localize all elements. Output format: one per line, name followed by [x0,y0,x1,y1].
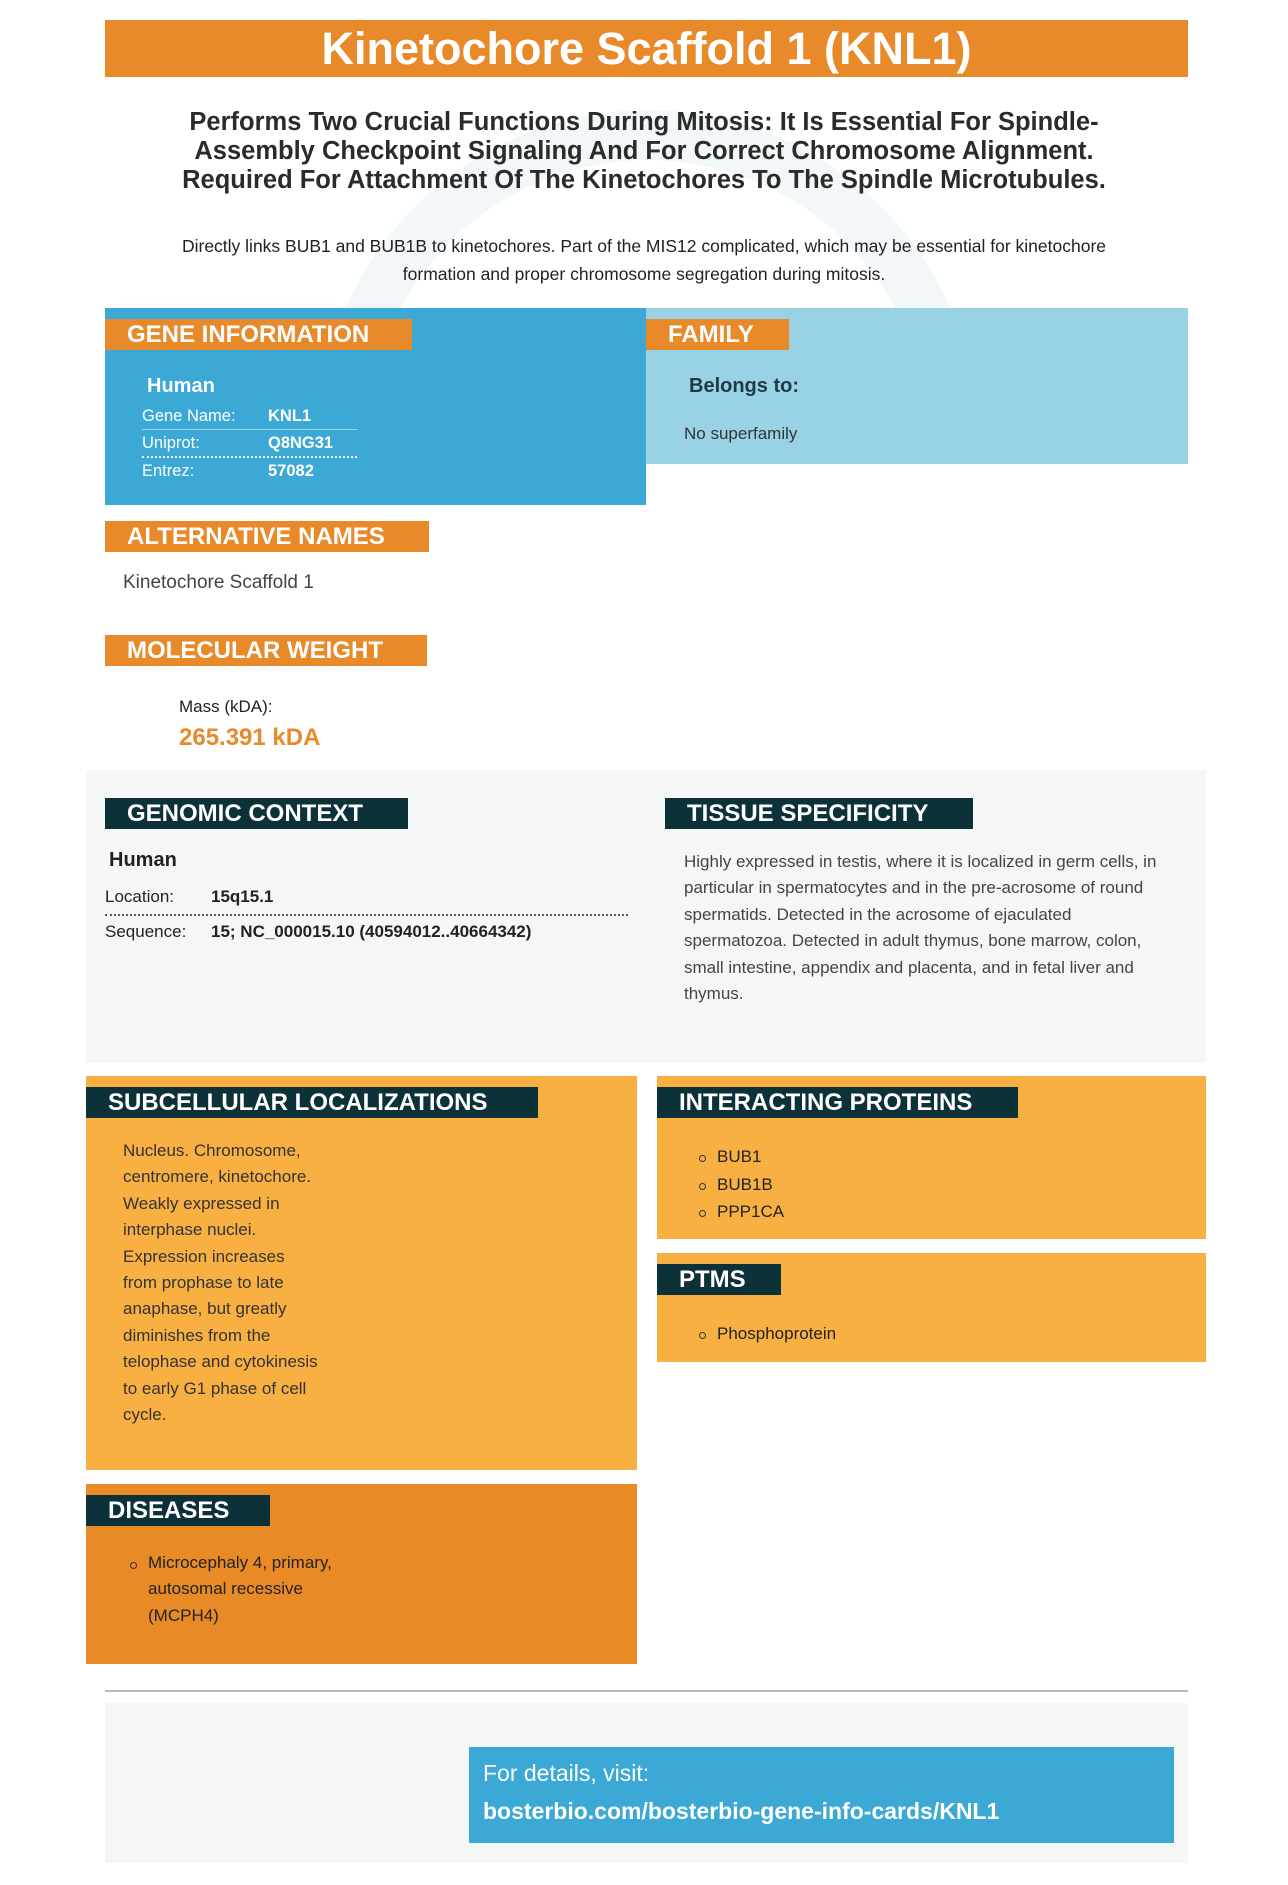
genomic-species: Human [109,849,177,871]
location-label: Location: [105,887,174,906]
uniprot-row [142,430,357,458]
description [140,232,1148,288]
diseases-header: DISEASES [86,1495,270,1526]
ptms-header: PTMS [657,1264,781,1295]
description-line: Directly links BUB1 and BUB1B to kinetochores. Part of the MIS12 complicated, which may be essential for kinetochore [181,236,1107,256]
subcellular-line: Weakly expressed in [123,1193,280,1213]
location-value: 15q15.1 [211,887,274,906]
interacting-proteins-header: INTERACTING PROTEINS [657,1087,1018,1118]
protein-item: BUB1B [697,1171,784,1199]
disease-line: (MCPH4) [148,1605,219,1625]
disease-line: autosomal recessive [148,1579,303,1599]
tissue-specificity-header: TISSUE SPECIFICITY [665,798,973,829]
function-line: Performs Two Crucial Functions During Mitosis: It Is Essential For Spindle- [189,108,1099,136]
details-url-link[interactable]: bosterbio.com/bosterbio-gene-info-cards/KNL1 [483,1798,1000,1824]
subcellular-line: centromere, kinetochore. [123,1167,312,1187]
subcellular-line: cycle. [123,1405,167,1425]
description-line: formation and proper chromosome segregation during mitosis. [402,264,886,284]
entrez-row [142,458,357,485]
footer-divider [105,1690,1188,1692]
subcellular-line: telophase and cytokinesis [123,1352,318,1372]
mass-label: Mass (kDA): [179,697,273,716]
tissue-line: particular in spermatocytes and in the pre-acrosome of round [684,878,1144,898]
subcellular-text [123,1138,353,1428]
disease-item [128,1550,358,1629]
subcellular-line: from prophase to late [123,1273,284,1293]
function-line: Assembly Checkpoint Signaling And For Correct Chromosome Alignment. [194,137,1094,165]
tissue-line: spermatozoa. Detected in adult thymus, bone marrow, colon, [684,931,1142,951]
tissue-line: thymus. [684,984,744,1004]
subcellular-line: diminishes from the [123,1325,271,1345]
alternative-names-header: ALTERNATIVE NAMES [105,521,429,552]
sequence-label: Sequence: [105,922,187,941]
details-link-box[interactable] [469,1747,1174,1843]
subcellular-line: Nucleus. Chromosome, [123,1141,301,1160]
protein-item: PPP1CA [697,1198,784,1226]
tissue-specificity-text [684,849,1176,1007]
page-title: Kinetochore Scaffold 1 (KNL1) [105,20,1188,77]
disease-line: Microcephaly 4, primary, [148,1553,332,1572]
sequence-row [105,917,628,947]
tissue-line: spermatids. Detected in the acrosome of ejaculated [684,904,1072,924]
alternative-name: Kinetochore Scaffold 1 [123,572,314,593]
function-line: Required For Attachment Of The Kinetochores To The Spindle Microtubules. [182,166,1106,194]
subcellular-header: SUBCELLULAR LOCALIZATIONS [86,1087,538,1118]
interacting-proteins-list [697,1143,784,1226]
genomic-context-header: GENOMIC CONTEXT [105,798,408,829]
family-belongs-label: Belongs to: [689,375,799,397]
gene-name-row [142,403,357,430]
subcellular-line: to early G1 phase of cell [123,1378,307,1398]
ptms-list [697,1320,836,1348]
entrez-value: 57082 [268,462,314,480]
gene-species: Human [147,375,215,397]
subcellular-line: Expression increases [123,1246,285,1266]
location-row [105,880,628,916]
gene-name-label: Gene Name: [142,407,236,425]
mass-value: 265.391 kDA [179,724,321,751]
subcellular-line: anaphase, but greatly [123,1299,287,1319]
uniprot-label: Uniprot: [142,434,200,452]
diseases-list [128,1550,358,1629]
entrez-label: Entrez: [142,462,195,480]
protein-item: BUB1 [697,1143,784,1171]
uniprot-value: Q8NG31 [268,434,334,452]
gene-information-header: GENE INFORMATION [105,319,412,350]
details-label: For details, visit: [483,1760,650,1786]
function-summary [150,108,1138,195]
family-header: FAMILY [646,319,789,350]
family-value: No superfamily [684,424,798,443]
sequence-value: 15; NC_000015.10 (40594012..40664342) [211,922,532,941]
molecular-weight-header: MOLECULAR WEIGHT [105,635,427,666]
subcellular-line: interphase nuclei. [123,1220,257,1240]
tissue-line: small intestine, appendix and placenta, and in fetal liver and [684,957,1134,977]
gene-name-value: KNL1 [268,407,312,425]
ptm-item: Phosphoprotein [697,1320,836,1348]
tissue-line: Highly expressed in testis, where it is localized in germ cells, in [684,852,1157,871]
